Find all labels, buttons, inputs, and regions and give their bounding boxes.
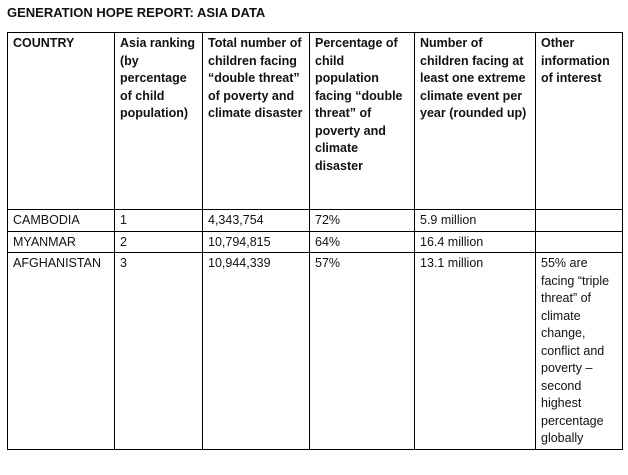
cell-total-children: 10,794,815 <box>203 231 310 253</box>
table-row <box>8 231 623 253</box>
cell-climate-event-children: 5.9 million <box>415 210 536 232</box>
cell-country: MYANMAR <box>8 231 115 253</box>
cell-other-info <box>536 231 623 253</box>
cell-ranking: 2 <box>115 231 203 253</box>
header-total-children-double-threat: Total number of children facing “double threat” of poverty and climate disaster <box>203 33 310 210</box>
header-asia-ranking: Asia ranking (by percentage of child population) <box>115 33 203 210</box>
cell-total-children: 4,343,754 <box>203 210 310 232</box>
cell-climate-event-children: 13.1 million <box>415 253 536 450</box>
cell-country: CAMBODIA <box>8 210 115 232</box>
page-title: GENERATION HOPE REPORT: ASIA DATA <box>7 5 266 20</box>
cell-percentage: 64% <box>310 231 415 253</box>
cell-other-info: 55% are facing “triple threat” of climate change, conflict and poverty – second highest percentage globally <box>536 253 623 450</box>
header-country: COUNTRY <box>8 33 115 210</box>
cell-total-children: 10,944,339 <box>203 253 310 450</box>
table-header-row <box>8 33 623 210</box>
cell-percentage: 57% <box>310 253 415 450</box>
table-row <box>8 253 623 450</box>
cell-country: AFGHANISTAN <box>8 253 115 450</box>
header-percentage-double-threat: Percentage of child population facing “double threat” of poverty and climate disaster <box>310 33 415 210</box>
header-other-information: Other information of interest <box>536 33 623 210</box>
cell-ranking: 3 <box>115 253 203 450</box>
cell-climate-event-children: 16.4 million <box>415 231 536 253</box>
cell-percentage: 72% <box>310 210 415 232</box>
cell-other-info <box>536 210 623 232</box>
asia-data-table <box>7 32 623 450</box>
cell-ranking: 1 <box>115 210 203 232</box>
header-children-extreme-climate-event: Number of children facing at least one extreme climate event per year (rounded up) <box>415 33 536 210</box>
table-row <box>8 210 623 232</box>
